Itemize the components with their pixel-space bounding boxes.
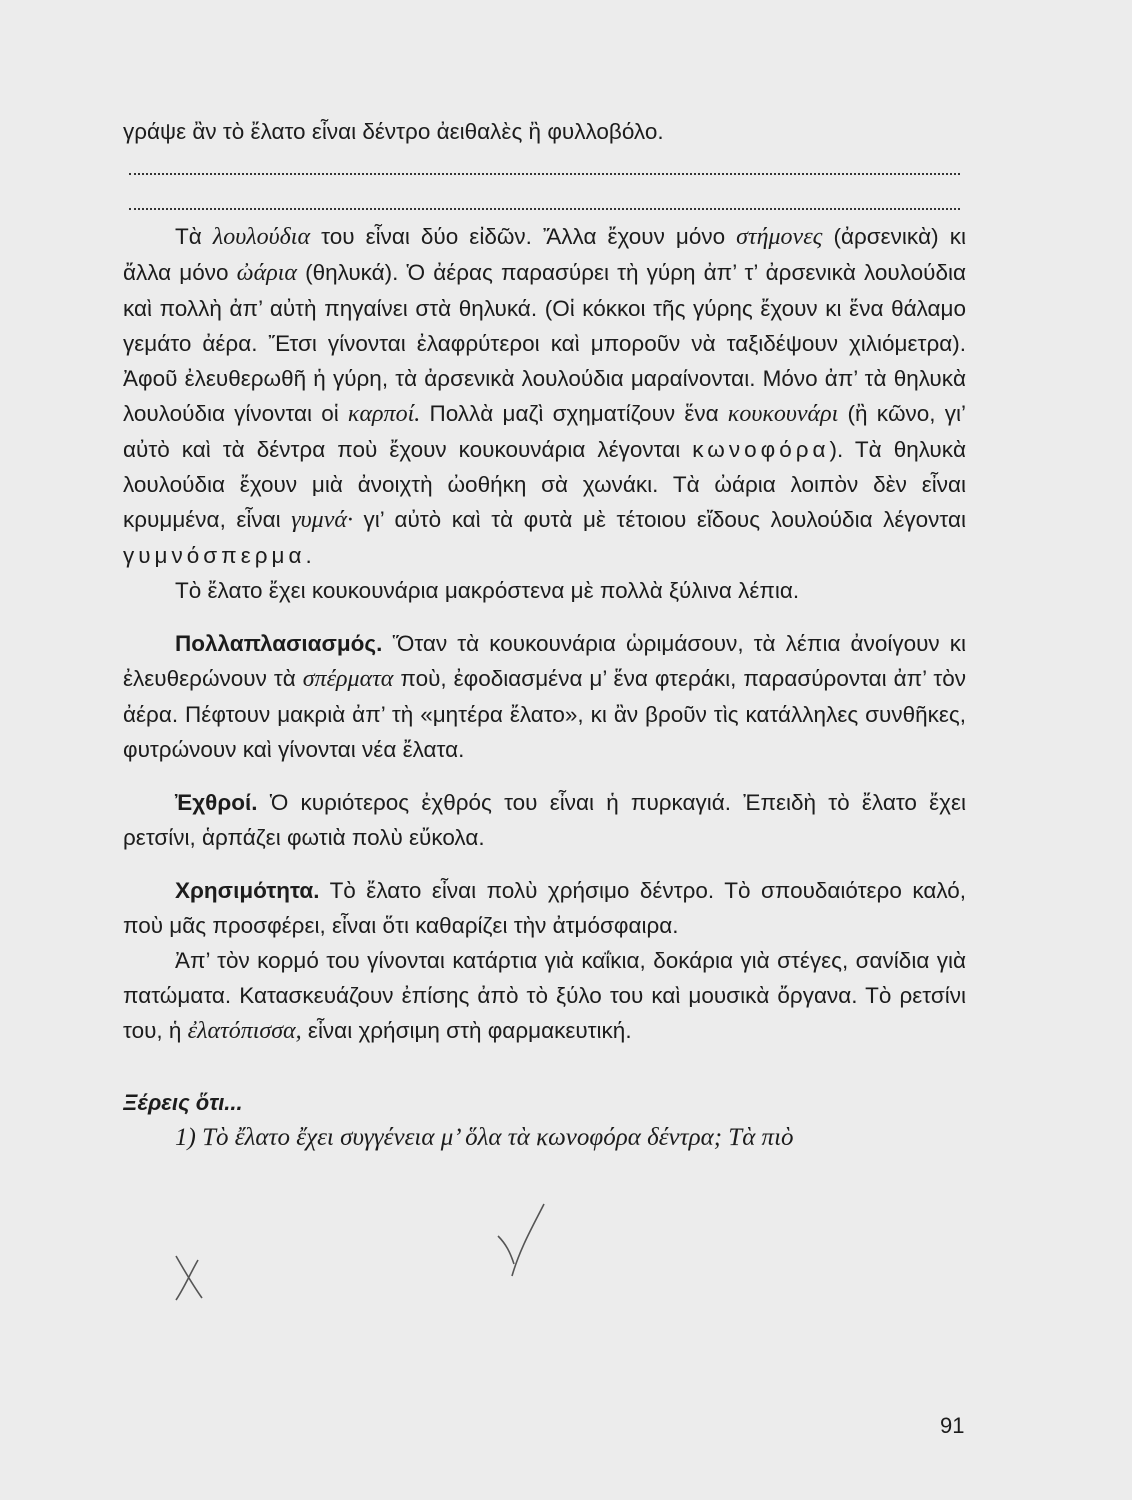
paragraph-usefulness: Χρησιμότητα. Τὸ ἔλατο εἶναι πολὺ χρήσιμο δέντρο. Τὸ σπουδαιότερο καλό, ποὺ μᾶς προσφέρει, εἶναι ὅτι καθαρίζει τὴν ἀτμόσφαιρα. — [123, 878, 966, 938]
paragraph-flowers: Τὰ λουλούδια του εἶναι δύο εἰδῶν. Ἄλλα ἔχουν μόνο στήμονες (ἀρσενικὰ) κι ἄλλα μόνο ὠάρια (θηλυκά). Ὁ ἀέρας παρασύρει τὴ γύρη ἀπ’ τ’ ἀρσενικὰ λουλούδια καὶ πολλὴ ἀπ’ αὐτὴ πηγαίνει στὰ θηλυκά. (Οἱ κόκκοι τῆς γύρης ἔχουν κι ἕνα θάλαμο γεμάτο ἀέρα. Ἔτσι γίνονται ἐλαφρύτεροι καὶ μποροῦν νὰ ταξιδέψουν χιλιόμετρα). Ἀφοῦ ἐλευθερωθῆ ἡ γύρη, τὰ ἀρσενικὰ λουλούδια μαραίνονται. Μόνο ἀπ’ τὰ θηλυκὰ λουλούδια γίνονται οἱ καρποί. Πολλὰ μαζὶ σχηματίζουν ἕνα κουκουνάρι (ἢ κῶνο, γι’ αὐτὸ καὶ τὰ δέντρα ποὺ ἔχουν κουκουνάρια λέγονται κωνοφόρα). Τὰ θηλυκὰ λουλούδια ἔχουν μιὰ ἀνοιχτὴ ὠοθήκη σὰ χωνάκι. Τὰ ὠάρια λοιπὸν δὲν εἶναι κρυμμένα, εἶναι γυμνά· γι’ αὐτὸ καὶ τὰ φυτὰ μὲ τέτοιου εἴδους λουλούδια λέγονται γυμνόσπερμα. — [123, 224, 966, 568]
answer-line-1[interactable] — [123, 149, 966, 184]
reproduction-heading: Πολλαπλασιασμός. — [175, 631, 383, 656]
instruction-line: γράψε ἂν τὸ ἔλατο εἶναι δέντρο ἀειθαλὲς ἢ φυλλοβόλο. — [123, 119, 664, 144]
did-you-know-heading: Ξέρεις ὅτι... — [123, 1090, 243, 1115]
paragraph-enemies: Ἐχθροί. Ὁ κυριότερος ἐχθρός του εἶναι ἡ πυρκαγιά. Ἐπειδὴ τὸ ἔλατο ἔχει ρετσίνι, ἁρπάζει φωτιὰ πολὺ εὔκολα. — [123, 790, 966, 850]
answer-line-2[interactable] — [123, 184, 966, 219]
paragraph-cones: Τὸ ἔλατο ἔχει κουκουνάρια μακρόστενα μὲ πολλὰ ξύλινα λέπια. — [175, 578, 800, 603]
usefulness-heading: Χρησιμότητα. — [175, 878, 320, 903]
pencil-cross-mark — [168, 1250, 214, 1302]
text-column — [123, 114, 966, 1155]
paragraph-trunk: Ἀπ’ τὸν κορμό του γίνονται κατάρτια γιὰ καΐκια, δοκάρια γιὰ στέγες, σανίδια γιὰ πατώματα. Κατασκευάζουν ἐπίσης ἀπὸ τὸ ξύλο του καὶ μουσικὰ ὄργανα. Τὸ ρετσίνι του, ἡ ἐλατόπισσα, εἶναι χρήσιμη στὴ φαρμακευτική. — [123, 948, 966, 1044]
question-1: 1) Τὸ ἔλατο ἔχει συγγένεια μ’ ὅλα τὰ κωνοφόρα δέντρα; Τὰ πιὸ — [175, 1124, 794, 1151]
pencil-check-mark-large — [490, 1200, 550, 1280]
page-number: 91 — [940, 1413, 965, 1438]
paragraph-reproduction: Πολλαπλασιασμός. Ὅταν τὰ κουκουνάρια ὡριμάσουν, τὰ λέπια ἀνοίγουν κι ἐλευθερώνουν τὰ σπέρματα ποὺ, ἐφοδιασμένα μ’ ἕνα φτεράκι, παρασύρονται ἀπ’ τὸν ἀέρα. Πέφτουν μακριὰ ἀπ’ τὴ «μητέρα ἔλατο», κι ἂν βροῦν τὶς κατάλληλες συνθῆκες, φυτρώνουν καὶ γίνονται νέα ἔλατα. — [123, 631, 966, 762]
enemies-heading: Ἐχθροί. — [175, 790, 258, 815]
